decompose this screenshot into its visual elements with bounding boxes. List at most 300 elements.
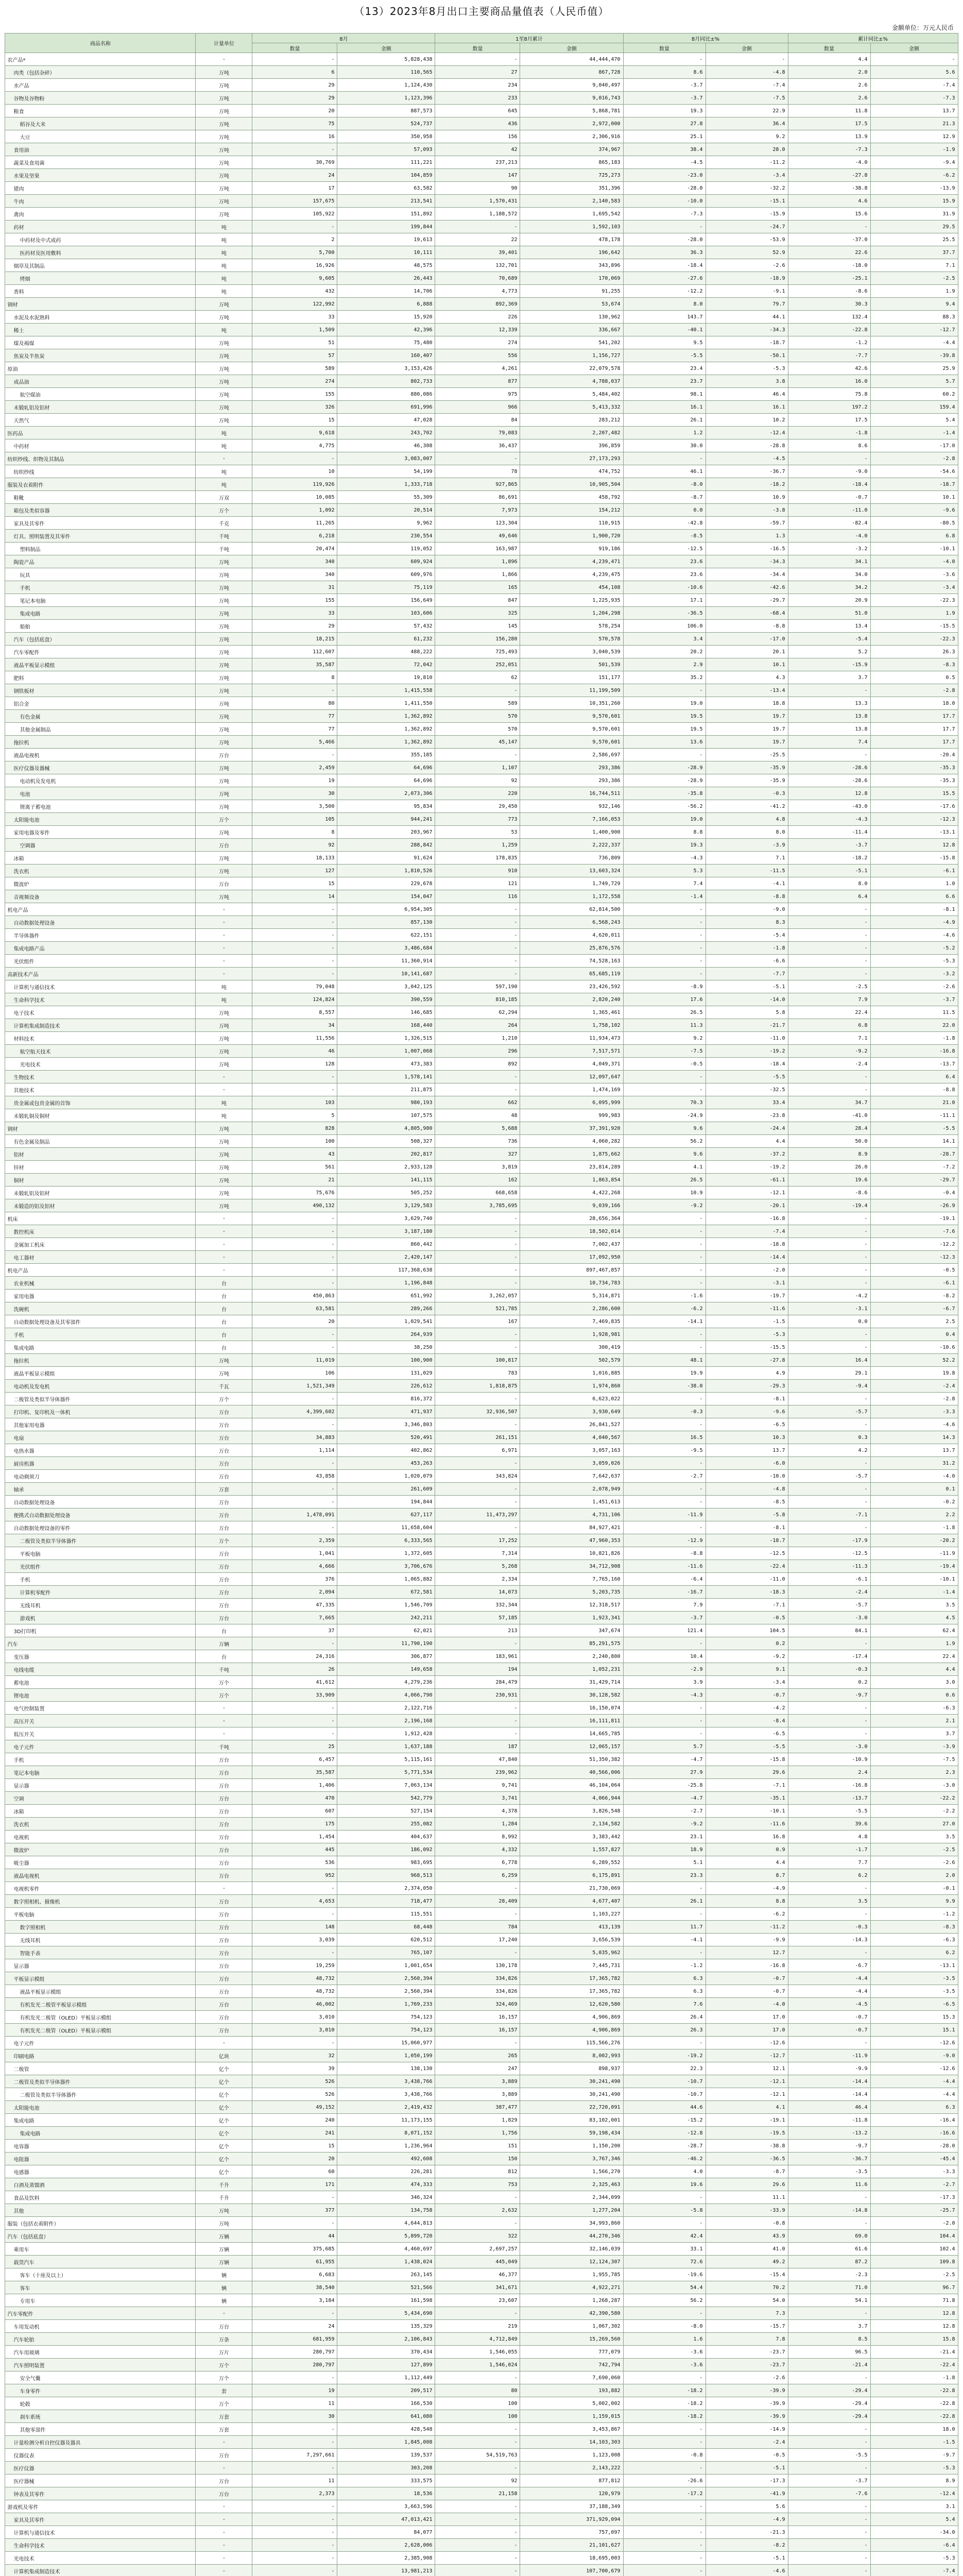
yoy-ytd-amt: -12.6 bbox=[870, 2037, 958, 2049]
yoy-month-amt: 7.8 bbox=[706, 2333, 788, 2346]
yoy-ytd-qty: -13.7 bbox=[788, 1792, 870, 1805]
yoy-ytd-amt: -5.3 bbox=[870, 2552, 958, 2565]
month-amt: 42,396 bbox=[337, 324, 435, 336]
yoy-ytd-amt: -15.8 bbox=[870, 852, 958, 865]
yoy-month-amt: -6.6 bbox=[706, 955, 788, 968]
month-qty: 2,094 bbox=[252, 1586, 337, 1599]
month-qty: 4,399,602 bbox=[252, 1405, 337, 1418]
yoy-ytd-qty: - bbox=[788, 903, 870, 916]
yoy-ytd-amt: -21.4 bbox=[870, 2346, 958, 2359]
yoy-month-qty: -7.3 bbox=[623, 208, 706, 221]
yoy-month-qty: -23.0 bbox=[623, 169, 706, 182]
row-unit: 万辆 bbox=[196, 1637, 252, 1650]
table-row bbox=[5, 1534, 958, 1547]
month-amt: 203,967 bbox=[337, 826, 435, 839]
table-row bbox=[5, 1161, 958, 1174]
row-name: 厨房机器 bbox=[5, 1457, 196, 1470]
yoy-month-qty: 23.4 bbox=[623, 362, 706, 375]
ytd-qty: - bbox=[435, 2565, 520, 2576]
yoy-ytd-amt: -13.7 bbox=[870, 1058, 958, 1071]
table-row bbox=[5, 1483, 958, 1496]
month-amt: 402,862 bbox=[337, 1444, 435, 1457]
row-name: 电感器 bbox=[5, 2165, 196, 2178]
month-qty: 1,092 bbox=[252, 504, 337, 517]
ytd-amt: 2,586,697 bbox=[520, 749, 623, 761]
row-unit: 万台 bbox=[196, 1792, 252, 1805]
table-row bbox=[5, 92, 958, 105]
table-row bbox=[5, 1290, 958, 1302]
ytd-amt: 877,812 bbox=[520, 2475, 623, 2487]
month-qty: 16 bbox=[252, 130, 337, 143]
ytd-amt: 1,159,015 bbox=[520, 2410, 623, 2423]
yoy-month-qty: -36.5 bbox=[623, 607, 706, 620]
yoy-ytd-amt: 3.1 bbox=[870, 2500, 958, 2513]
table-row bbox=[5, 1586, 958, 1599]
ytd-qty: 1,866 bbox=[435, 568, 520, 581]
table-row bbox=[5, 1058, 958, 1071]
yoy-ytd-qty: 22.6 bbox=[788, 246, 870, 259]
ytd-amt: 725,273 bbox=[520, 169, 623, 182]
yoy-ytd-amt: -6.7 bbox=[870, 1302, 958, 1315]
yoy-month-qty: 36.3 bbox=[623, 246, 706, 259]
yoy-ytd-qty: -38.8 bbox=[788, 182, 870, 195]
ytd-amt: 570,578 bbox=[520, 633, 623, 646]
month-amt: 230,554 bbox=[337, 530, 435, 543]
ytd-qty: 14,073 bbox=[435, 1586, 520, 1599]
ytd-amt: 53,674 bbox=[520, 298, 623, 311]
ytd-qty: 1,829 bbox=[435, 2114, 520, 2127]
yoy-ytd-amt: -3.3 bbox=[870, 2165, 958, 2178]
yoy-month-amt: 0.2 bbox=[706, 1637, 788, 1650]
month-amt: 119,052 bbox=[337, 543, 435, 555]
ytd-qty: 156 bbox=[435, 130, 520, 143]
row-name: 液晶平板显示模组 bbox=[5, 1367, 196, 1380]
row-unit: - bbox=[196, 1264, 252, 1277]
month-amt: 1,372,605 bbox=[337, 1547, 435, 1560]
row-name: 烤烟 bbox=[5, 272, 196, 285]
ytd-qty: 62,294 bbox=[435, 1006, 520, 1019]
row-name: 大豆 bbox=[5, 130, 196, 143]
yoy-ytd-amt: 29.5 bbox=[870, 221, 958, 233]
yoy-ytd-qty: 3.7 bbox=[788, 671, 870, 684]
ytd-amt: 9,570,601 bbox=[520, 736, 623, 749]
month-qty: 6,683 bbox=[252, 2268, 337, 2281]
table-row bbox=[5, 1354, 958, 1367]
ytd-qty: 16,157 bbox=[435, 2024, 520, 2037]
row-name: 客车 bbox=[5, 2281, 196, 2294]
yoy-month-qty: 5.3 bbox=[623, 865, 706, 877]
ytd-amt: 9,040,497 bbox=[520, 79, 623, 92]
month-qty: - bbox=[252, 1521, 337, 1534]
month-qty: 175 bbox=[252, 1818, 337, 1831]
ytd-amt: 1,277,204 bbox=[520, 2204, 623, 2217]
yoy-ytd-amt: -6.3 bbox=[870, 1702, 958, 1715]
ytd-qty: - bbox=[435, 452, 520, 465]
ytd-qty: 9,741 bbox=[435, 1779, 520, 1792]
table-row bbox=[5, 929, 958, 942]
yoy-ytd-qty: - bbox=[788, 2436, 870, 2449]
row-unit: 万台 bbox=[196, 1805, 252, 1818]
row-name: 二极管 bbox=[5, 2062, 196, 2075]
month-qty: 280,797 bbox=[252, 2359, 337, 2371]
yoy-ytd-qty: -5.7 bbox=[788, 1470, 870, 1483]
row-name: 铝材 bbox=[5, 1148, 196, 1161]
month-amt: 1,333,718 bbox=[337, 478, 435, 491]
ytd-amt: 10,734,783 bbox=[520, 1277, 623, 1290]
row-name: 纺织纱线 bbox=[5, 465, 196, 478]
yoy-ytd-qty: -22.8 bbox=[788, 324, 870, 336]
yoy-ytd-amt: -3.9 bbox=[870, 1740, 958, 1753]
row-unit: 千瓦 bbox=[196, 1380, 252, 1393]
ytd-qty: 54,519,763 bbox=[435, 2449, 520, 2462]
ytd-amt: 336,667 bbox=[520, 324, 623, 336]
row-name: 电气控制装置 bbox=[5, 1702, 196, 1715]
month-amt: 57,432 bbox=[337, 620, 435, 633]
month-amt: 5,899,720 bbox=[337, 2230, 435, 2243]
yoy-ytd-qty: -4.0 bbox=[788, 156, 870, 169]
yoy-month-qty: 30.0 bbox=[623, 439, 706, 452]
yoy-ytd-qty: -7.1 bbox=[788, 1509, 870, 1521]
ytd-qty: 1,284 bbox=[435, 1818, 520, 1831]
ytd-amt: 5,203,735 bbox=[520, 1586, 623, 1599]
table-row bbox=[5, 1792, 958, 1805]
ytd-qty: - bbox=[435, 2217, 520, 2230]
ytd-qty: 892 bbox=[435, 1058, 520, 1071]
yoy-month-amt: -6.5 bbox=[706, 1727, 788, 1740]
row-name: 计算机集成制造技术 bbox=[5, 1019, 196, 1032]
yoy-month-amt: 29.6 bbox=[706, 1766, 788, 1779]
ytd-qty: 892,369 bbox=[435, 298, 520, 311]
month-amt: 3,129,583 bbox=[337, 1199, 435, 1212]
ytd-amt: 1,928,981 bbox=[520, 1328, 623, 1341]
yoy-month-qty: -40.1 bbox=[623, 324, 706, 336]
row-unit: 万吨 bbox=[196, 349, 252, 362]
yoy-ytd-amt: 159.4 bbox=[870, 401, 958, 414]
row-name: 灯具、照明装置及其零件 bbox=[5, 530, 196, 543]
yoy-month-qty: -42.8 bbox=[623, 517, 706, 530]
ytd-qty: - bbox=[435, 2500, 520, 2513]
yoy-ytd-qty: -27.8 bbox=[788, 169, 870, 182]
yoy-month-amt: -8.1 bbox=[706, 1393, 788, 1405]
row-name: 游戏机 bbox=[5, 1612, 196, 1624]
ytd-qty: 7,314 bbox=[435, 1547, 520, 1560]
yoy-ytd-amt: -7.4 bbox=[870, 2565, 958, 2576]
month-qty: 561 bbox=[252, 1161, 337, 1174]
yoy-month-qty: 19.0 bbox=[623, 813, 706, 826]
yoy-month-qty: -14.1 bbox=[623, 1315, 706, 1328]
ytd-qty: 167 bbox=[435, 1315, 520, 1328]
table-row bbox=[5, 2243, 958, 2256]
table-row bbox=[5, 2475, 958, 2487]
row-unit: 万双 bbox=[196, 491, 252, 504]
row-unit: 万吨 bbox=[196, 658, 252, 671]
yoy-ytd-qty: -3.0 bbox=[788, 1740, 870, 1753]
month-qty: 1,041 bbox=[252, 1547, 337, 1560]
row-unit: - bbox=[196, 2526, 252, 2539]
header-ytd: 1至8月累计 bbox=[435, 33, 623, 43]
ytd-qty: 220 bbox=[435, 787, 520, 800]
row-unit: 万吨 bbox=[196, 311, 252, 324]
row-unit: 万吨 bbox=[196, 1174, 252, 1187]
yoy-month-qty: -28.0 bbox=[623, 182, 706, 195]
ytd-qty: 252,051 bbox=[435, 658, 520, 671]
row-unit: 万台 bbox=[196, 1612, 252, 1624]
yoy-month-amt: 16.1 bbox=[706, 401, 788, 414]
month-amt: 350,958 bbox=[337, 130, 435, 143]
table-row bbox=[5, 1985, 958, 1998]
yoy-month-qty: -1.2 bbox=[623, 1959, 706, 1972]
month-qty: 79,048 bbox=[252, 980, 337, 993]
row-unit: 万台 bbox=[196, 1547, 252, 1560]
ytd-amt: 16,150,074 bbox=[520, 1702, 623, 1715]
yoy-month-amt: -4.8 bbox=[706, 1483, 788, 1496]
row-unit: 万台 bbox=[196, 1972, 252, 1985]
yoy-month-amt: 3.8 bbox=[706, 375, 788, 388]
table-row bbox=[5, 1367, 958, 1380]
month-qty: 2,359 bbox=[252, 1534, 337, 1547]
row-name: 刹车系统 bbox=[5, 2410, 196, 2423]
table-row bbox=[5, 1444, 958, 1457]
yoy-month-amt: 8.8 bbox=[706, 1895, 788, 1908]
table-row bbox=[5, 800, 958, 813]
ytd-qty: 1,818,875 bbox=[435, 1380, 520, 1393]
yoy-ytd-amt: 17.7 bbox=[870, 710, 958, 723]
row-unit: 万台 bbox=[196, 1908, 252, 1921]
yoy-ytd-qty: -0.3 bbox=[788, 1663, 870, 1676]
yoy-month-qty: 54.4 bbox=[623, 2281, 706, 2294]
yoy-month-qty: - bbox=[623, 53, 706, 66]
month-qty: 470 bbox=[252, 1792, 337, 1805]
ytd-qty: 163,987 bbox=[435, 543, 520, 555]
yoy-month-amt: 4.1 bbox=[706, 2101, 788, 2114]
ytd-qty: 570 bbox=[435, 710, 520, 723]
table-row bbox=[5, 439, 958, 452]
yoy-month-qty: - bbox=[623, 1521, 706, 1534]
row-unit: 万台 bbox=[196, 1921, 252, 1934]
row-unit: 万片 bbox=[196, 2346, 252, 2359]
month-qty: - bbox=[252, 1946, 337, 1959]
yoy-month-amt: -14.9 bbox=[706, 2423, 788, 2436]
ytd-qty: 6,778 bbox=[435, 1856, 520, 1869]
table-row bbox=[5, 1328, 958, 1341]
ytd-qty: 1,546,055 bbox=[435, 2346, 520, 2359]
table-row bbox=[5, 1071, 958, 1083]
row-name: 计量检测分析自控仪器及器具 bbox=[5, 2436, 196, 2449]
yoy-ytd-qty: -17.9 bbox=[788, 1534, 870, 1547]
table-row bbox=[5, 1676, 958, 1689]
ytd-qty: 521,785 bbox=[435, 1302, 520, 1315]
table-row bbox=[5, 1135, 958, 1148]
ytd-amt: 3,040,539 bbox=[520, 646, 623, 658]
table-row bbox=[5, 1715, 958, 1727]
row-unit: 万吨 bbox=[196, 1161, 252, 1174]
row-unit: 万吨 bbox=[196, 182, 252, 195]
ytd-amt: 1,974,860 bbox=[520, 1380, 623, 1393]
yoy-month-amt: -39.9 bbox=[706, 2410, 788, 2423]
yoy-ytd-amt: 15.1 bbox=[870, 2024, 958, 2037]
ytd-qty: - bbox=[435, 684, 520, 697]
ytd-amt: 2,078,949 bbox=[520, 1483, 623, 1496]
yoy-month-amt: 5.6 bbox=[706, 2500, 788, 2513]
ytd-amt: 37,391,920 bbox=[520, 1122, 623, 1135]
yoy-month-qty: - bbox=[623, 2513, 706, 2526]
yoy-month-qty: -8.0 bbox=[623, 478, 706, 491]
yoy-month-qty: 19.5 bbox=[623, 723, 706, 736]
row-unit: 万吨 bbox=[196, 1019, 252, 1032]
yoy-month-amt: -53.9 bbox=[706, 233, 788, 246]
yoy-month-qty: -2.9 bbox=[623, 1663, 706, 1676]
yoy-month-qty: 23.1 bbox=[623, 1831, 706, 1843]
yoy-month-qty: -56.2 bbox=[623, 800, 706, 813]
ytd-amt: 170,069 bbox=[520, 272, 623, 285]
yoy-month-qty: -5.5 bbox=[623, 349, 706, 362]
yoy-month-qty: 27.8 bbox=[623, 117, 706, 130]
yoy-month-qty: - bbox=[623, 2307, 706, 2320]
month-amt: 10,141,687 bbox=[337, 968, 435, 980]
row-unit: 万台 bbox=[196, 1418, 252, 1431]
row-unit: 万个 bbox=[196, 813, 252, 826]
row-unit: 千吨 bbox=[196, 1740, 252, 1753]
row-unit: 万吨 bbox=[196, 336, 252, 349]
month-qty: 18,215 bbox=[252, 633, 337, 646]
ytd-amt: 5,035,962 bbox=[520, 1946, 623, 1959]
ytd-amt: 541,202 bbox=[520, 336, 623, 349]
ytd-qty: 100,817 bbox=[435, 1354, 520, 1367]
yoy-ytd-amt: -6.4 bbox=[870, 2539, 958, 2552]
yoy-month-qty: 25.1 bbox=[623, 130, 706, 143]
row-name: 乘用车 bbox=[5, 2243, 196, 2256]
ytd-qty: 183,961 bbox=[435, 1650, 520, 1663]
ytd-qty: 247 bbox=[435, 2062, 520, 2075]
yoy-month-amt: -0.5 bbox=[706, 2449, 788, 2462]
yoy-ytd-amt: -8.1 bbox=[870, 903, 958, 916]
ytd-qty: 261,151 bbox=[435, 1431, 520, 1444]
table-row bbox=[5, 2024, 958, 2037]
month-qty: 11,019 bbox=[252, 1354, 337, 1367]
row-name: 电工器材 bbox=[5, 1251, 196, 1264]
month-qty: 35,587 bbox=[252, 658, 337, 671]
table-row bbox=[5, 2333, 958, 2346]
yoy-ytd-amt: 22.0 bbox=[870, 1019, 958, 1032]
ytd-amt: 30,128,582 bbox=[520, 1689, 623, 1702]
yoy-ytd-amt: -4.4 bbox=[870, 2088, 958, 2101]
table-row bbox=[5, 2500, 958, 2513]
ytd-qty: - bbox=[435, 2436, 520, 2449]
month-amt: 473,383 bbox=[337, 1058, 435, 1071]
yoy-month-amt: -20.1 bbox=[706, 1199, 788, 1212]
ytd-amt: 7,642,637 bbox=[520, 1470, 623, 1483]
yoy-ytd-amt: -6.2 bbox=[870, 169, 958, 182]
month-qty: 128 bbox=[252, 1058, 337, 1071]
table-row bbox=[5, 66, 958, 79]
row-name: 家用电器 bbox=[5, 1290, 196, 1302]
ytd-qty: 39,401 bbox=[435, 246, 520, 259]
month-amt: 47,013,421 bbox=[337, 2513, 435, 2526]
yoy-ytd-qty: -4.4 bbox=[788, 1985, 870, 1998]
ytd-amt: 196,642 bbox=[520, 246, 623, 259]
yoy-month-qty: - bbox=[623, 916, 706, 929]
row-name: 医疗器械 bbox=[5, 2475, 196, 2487]
yoy-ytd-qty: 2.0 bbox=[788, 66, 870, 79]
yoy-ytd-amt: 25.9 bbox=[870, 362, 958, 375]
yoy-month-amt: -3.1 bbox=[706, 1277, 788, 1290]
row-name: 洗衣机 bbox=[5, 865, 196, 877]
yoy-ytd-amt: 52.2 bbox=[870, 1354, 958, 1367]
yoy-month-qty: 70.3 bbox=[623, 1096, 706, 1109]
yoy-ytd-amt: 1.9 bbox=[870, 285, 958, 298]
table-row bbox=[5, 2384, 958, 2397]
table-row bbox=[5, 2127, 958, 2140]
row-name: 纺织纱线、织物及其制品 bbox=[5, 452, 196, 465]
yoy-month-amt: -3.4 bbox=[706, 169, 788, 182]
ytd-qty: 16,157 bbox=[435, 2011, 520, 2024]
yoy-month-amt: -24.7 bbox=[706, 221, 788, 233]
row-unit: 千升 bbox=[196, 2191, 252, 2204]
yoy-month-qty: -8.0 bbox=[623, 2320, 706, 2333]
row-unit: - bbox=[196, 955, 252, 968]
row-unit: 万台 bbox=[196, 1934, 252, 1946]
yoy-ytd-amt: 14.3 bbox=[870, 1431, 958, 1444]
row-name: 有色金属及制品 bbox=[5, 1135, 196, 1148]
month-qty: 274 bbox=[252, 375, 337, 388]
month-qty: 2,459 bbox=[252, 761, 337, 774]
table-row bbox=[5, 1869, 958, 1882]
ytd-qty: 57,185 bbox=[435, 1612, 520, 1624]
row-unit: 万吨 bbox=[196, 1045, 252, 1058]
yoy-month-qty: -11.9 bbox=[623, 1509, 706, 1521]
month-amt: 104,859 bbox=[337, 169, 435, 182]
month-qty: - bbox=[252, 2436, 337, 2449]
month-amt: 199,844 bbox=[337, 221, 435, 233]
row-name: 车用发动机 bbox=[5, 2320, 196, 2333]
yoy-month-qty: -12.8 bbox=[623, 2127, 706, 2140]
month-qty: 61,955 bbox=[252, 2256, 337, 2268]
yoy-ytd-qty: -4.0 bbox=[788, 530, 870, 543]
ytd-amt: 4,049,371 bbox=[520, 1058, 623, 1071]
row-unit: 万个 bbox=[196, 2371, 252, 2384]
yoy-ytd-amt: -4.6 bbox=[870, 1418, 958, 1431]
ytd-amt: 30,241,490 bbox=[520, 2088, 623, 2101]
month-amt: 718,477 bbox=[337, 1895, 435, 1908]
yoy-ytd-amt: -3.2 bbox=[870, 968, 958, 980]
ytd-amt: 8,002,993 bbox=[520, 2049, 623, 2062]
ytd-amt: 21,101,627 bbox=[520, 2539, 623, 2552]
yoy-month-amt: 13.7 bbox=[706, 1444, 788, 1457]
ytd-amt: 26,841,527 bbox=[520, 1418, 623, 1431]
ytd-amt: 22,720,091 bbox=[520, 2101, 623, 2114]
yoy-month-amt: -4.5 bbox=[706, 452, 788, 465]
table-row bbox=[5, 1972, 958, 1985]
month-qty: 15 bbox=[252, 2140, 337, 2153]
yoy-month-amt: 8.0 bbox=[706, 826, 788, 839]
yoy-ytd-qty: 2.6 bbox=[788, 79, 870, 92]
month-amt: 2,106,843 bbox=[337, 2333, 435, 2346]
month-amt: 4,805,980 bbox=[337, 1122, 435, 1135]
table-row bbox=[5, 530, 958, 543]
row-unit: 万台 bbox=[196, 749, 252, 761]
yoy-ytd-amt: 102.4 bbox=[870, 2243, 958, 2256]
yoy-ytd-amt: -7.6 bbox=[870, 1225, 958, 1238]
ytd-qty: 80 bbox=[435, 2384, 520, 2397]
month-qty: 26 bbox=[252, 1663, 337, 1676]
yoy-ytd-amt: 6.6 bbox=[870, 890, 958, 903]
yoy-ytd-qty: -14.8 bbox=[788, 2204, 870, 2217]
month-amt: 13,981,213 bbox=[337, 2565, 435, 2576]
yoy-ytd-qty: 13.9 bbox=[788, 130, 870, 143]
month-qty: 30 bbox=[252, 787, 337, 800]
yoy-month-qty: -0.5 bbox=[623, 1058, 706, 1071]
month-qty: 15 bbox=[252, 877, 337, 890]
